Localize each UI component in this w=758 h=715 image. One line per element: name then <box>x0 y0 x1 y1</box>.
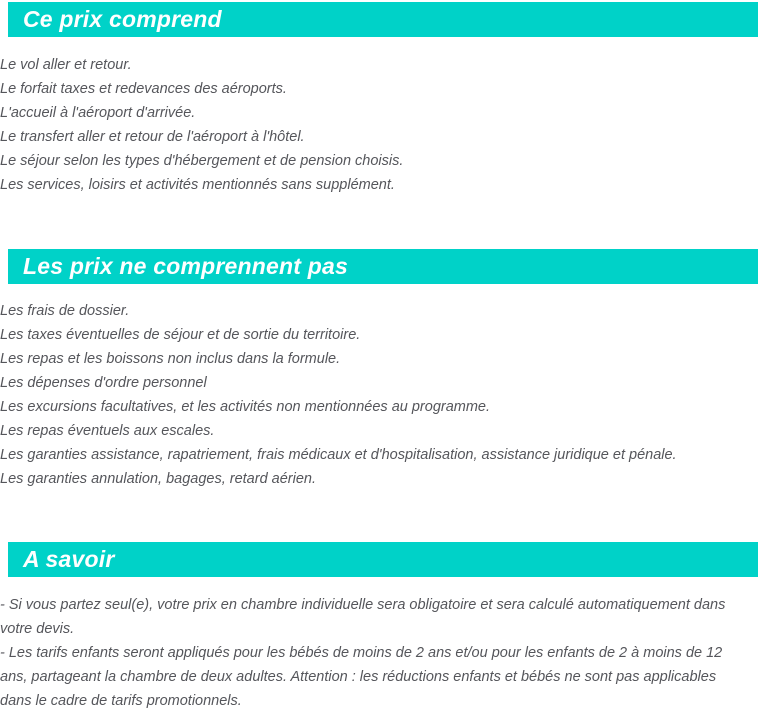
section-header-price-includes <box>8 2 758 37</box>
section-body-good-to-know <box>0 593 758 713</box>
text-line: Les taxes éventuelles de séjour et de sortie du territoire. <box>0 327 361 343</box>
text-paragraph: - Les tarifs enfants seront appliqués pour les bébés de moins de 2 ans et/ou pour les enfants de 2 à moins de 12 ans, partageant la chambre de deux adultes. Attention : les réductions enfants et bébés ne sont pas applicables dans le cadre de tarifs promotionnels. <box>0 645 723 709</box>
text-line: Les excursions facultatives, et les activités non mentionnées au programme. <box>0 399 491 415</box>
text-line: Les repas éventuels aux escales. <box>0 423 215 439</box>
text-paragraph: - Si vous partez seul(e), votre prix en chambre individuelle sera obligatoire et sera calculé automatiquement dans votre devis. <box>0 597 726 637</box>
section-header-price-excludes <box>8 249 758 284</box>
text-line: Les frais de dossier. <box>0 303 130 319</box>
text-line: Les garanties assistance, rapatriement, frais médicaux et d'hospitalisation, assistance juridique et pénale. <box>0 447 677 463</box>
section-body-price-includes <box>0 53 758 197</box>
text-line: Le vol aller et retour. <box>0 57 132 73</box>
section-title: Les prix ne comprennent pas <box>23 253 348 279</box>
text-line: Les services, loisirs et activités mentionnés sans supplément. <box>0 177 395 193</box>
text-line: Le forfait taxes et redevances des aéroports. <box>0 81 287 97</box>
text-line: Le transfert aller et retour de l'aéroport à l'hôtel. <box>0 129 305 145</box>
text-line: Les repas et les boissons non inclus dans la formule. <box>0 351 341 367</box>
text-line: Les garanties annulation, bagages, retard aérien. <box>0 471 316 487</box>
text-line: Le séjour selon les types d'hébergement et de pension choisis. <box>0 153 404 169</box>
section-header-good-to-know <box>8 542 758 577</box>
text-line: Les dépenses d'ordre personnel <box>0 375 207 391</box>
section-body-price-excludes <box>0 299 758 491</box>
section-title: A savoir <box>23 546 115 572</box>
text-line: L'accueil à l'aéroport d'arrivée. <box>0 105 196 121</box>
section-title: Ce prix comprend <box>23 6 222 32</box>
